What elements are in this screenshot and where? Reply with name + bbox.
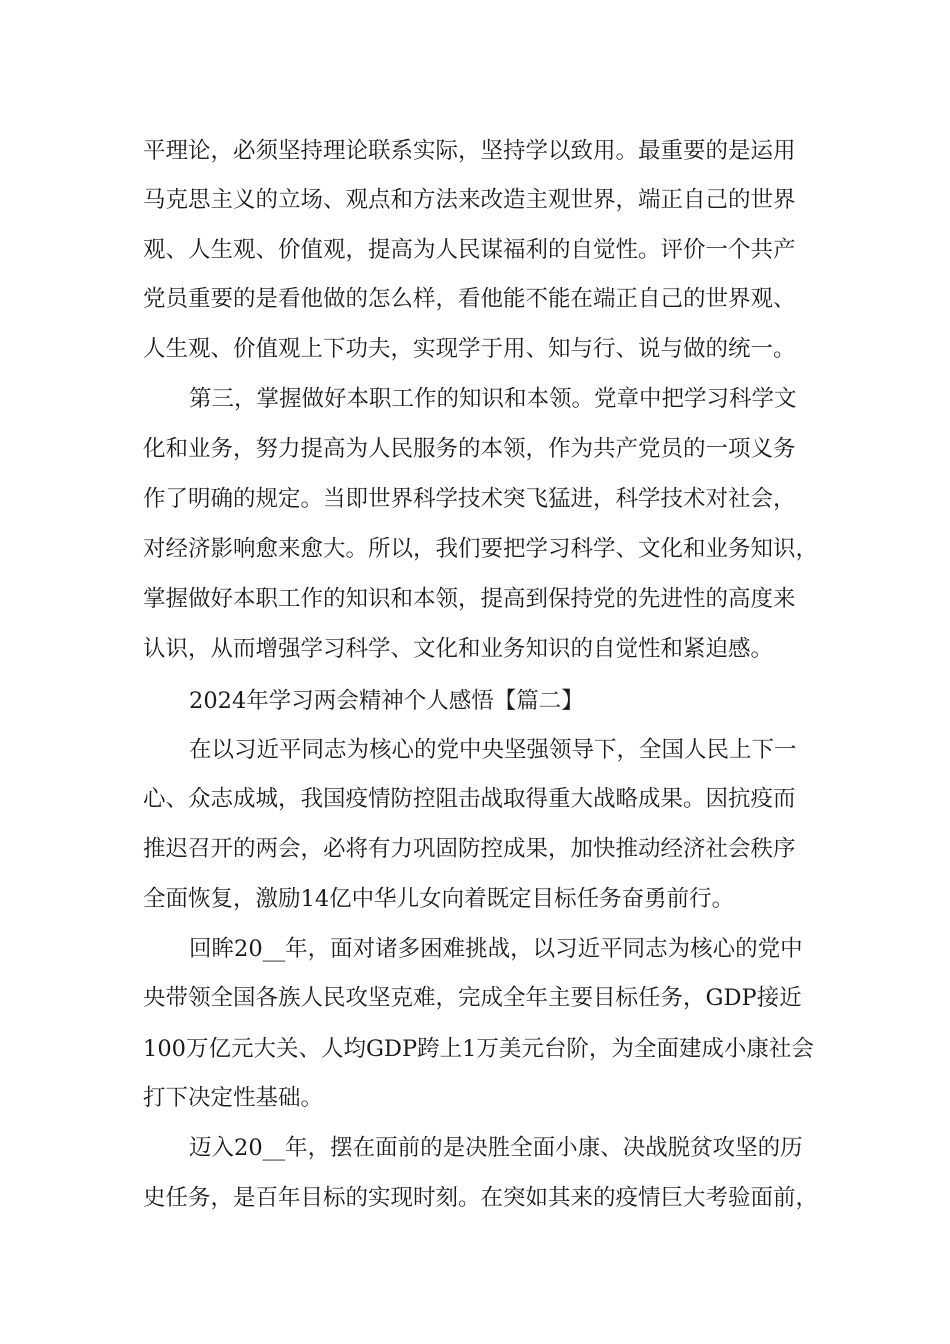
paragraph-first-line: 回眸20__年，面对诸多困难挑战，以习近平同志为核心的党中 (189, 936, 803, 962)
paragraph-line: 100万亿元大关、人均GDP跨上1万美元台阶，为全面建成小康社会 (143, 1036, 814, 1062)
paragraph-line: 打下决定性基础。 (143, 1085, 324, 1111)
paragraph-line: 央带领全国各族人民攻坚克难，完成全年主要目标任务，GDP接近 (143, 985, 802, 1011)
paragraph-line: 平理论，必须坚持理论联系实际，坚持学以致用。最重要的是运用 (143, 138, 796, 164)
paragraph-line: 对经济影响愈来愈大。所以，我们要把学习科学、文化和业务知识， (143, 536, 819, 562)
paragraph-line: 史任务，是百年目标的实现时刻。在突如其来的疫情巨大考验面前， (143, 1185, 819, 1211)
paragraph-line: 心、众志成城，我国疫情防控阻击战取得重大战略成果。因抗疫而 (143, 786, 796, 812)
paragraph-line: 作了明确的规定。当即世界科学技术突飞猛进，科学技术对社会， (143, 486, 796, 512)
paragraph-line: 全面恢复，激励14亿中华儿女向着既定目标任务奋勇前行。 (143, 886, 735, 912)
paragraph-line: 推迟召开的两会，必将有力巩固防控成果，加快推动经济社会秩序 (143, 836, 796, 862)
paragraph-line: 人生观、价值观上下功夫，实现学于用、知与行、说与做的统一。 (143, 336, 796, 362)
paragraph-line: 观、人生观、价值观，提高为人民谋福利的自觉性。评价一个共产 (143, 237, 796, 263)
paragraph-first-line: 在以习近平同志为核心的党中央坚强领导下，全国人民上下一 (189, 737, 797, 763)
paragraph-first-line: 迈入20__年，摆在面前的是决胜全面小康、决战脱贫攻坚的历 (189, 1135, 803, 1161)
paragraph-line: 党员重要的是看他做的怎么样，看他能不能在端正自己的世界观、 (143, 286, 796, 312)
paragraph-line: 掌握做好本职工作的知识和本领，提高到保持党的先进性的高度来 (143, 586, 796, 612)
paragraph-line: 马克思主义的立场、观点和方法来改造主观世界，端正自己的世界 (143, 187, 796, 213)
paragraph-line: 化和业务，努力提高为人民服务的本领，作为共产党员的一项义务 (143, 436, 796, 462)
paragraph-first-line: 第三，掌握做好本职工作的知识和本领。党章中把学习科学文 (189, 386, 797, 412)
section-heading: 2024年学习两会精神个人感悟【篇二】 (189, 688, 584, 714)
paragraph-line: 认识，从而增强学习科学、文化和业务知识的自觉性和紧迫感。 (143, 636, 774, 662)
